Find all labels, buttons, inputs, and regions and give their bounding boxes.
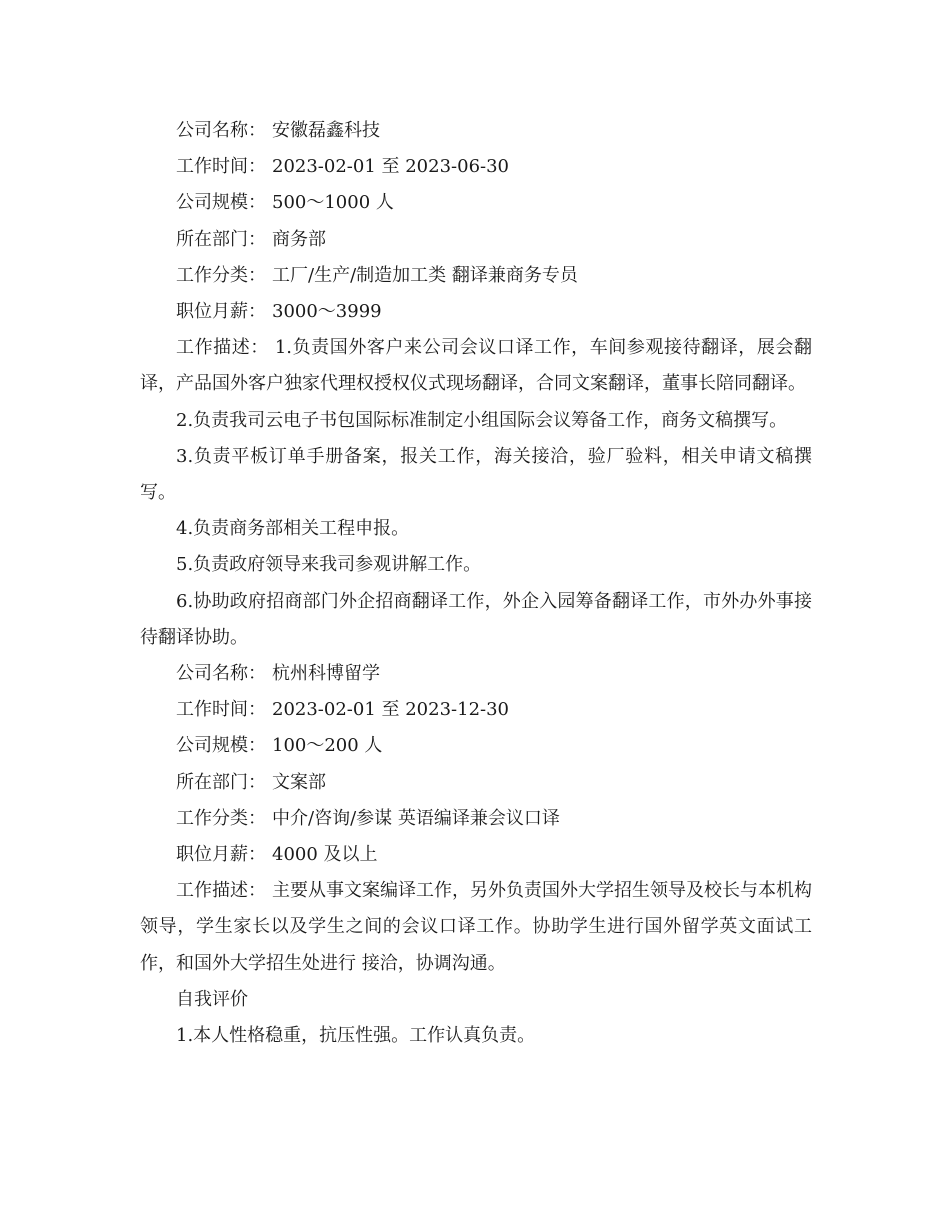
job1-desc-text-1: 1.负责国外客户来公司会议口译工作，车间参观接待翻译，展会翻译，产品国外客户独家代理权授权仪式现场翻译，合同文案翻译，董事长陪同翻译。 (140, 337, 813, 395)
job1-company: 安徽磊鑫科技 (272, 120, 380, 141)
job1-time-row (140, 149, 812, 185)
job1-desc-item-2: 2.负责我司云电子书包国际标准制定小组国际会议筹备工作，商务文稿撰写。 (176, 409, 788, 431)
job2-category-label: 工作分类： (176, 807, 266, 829)
job1-dept-row (140, 222, 812, 258)
job1-category-row (140, 258, 812, 294)
job2-time-label: 工作时间： (176, 699, 266, 721)
job1-desc-item-5: 5.负责政府领导来我司参观讲解工作。 (176, 554, 482, 576)
job2-time-row (140, 692, 812, 728)
job2-scale: 100～200 人 (272, 735, 383, 757)
job1-salary-label: 职位月薪： (176, 301, 266, 323)
job2-category: 中介/咨询/参谋 英语编译兼会议口译 (272, 807, 560, 829)
job2-dept-label: 所在部门： (176, 771, 266, 793)
job2-dept: 文案部 (272, 771, 326, 793)
self-eval-heading: 自我评价 (176, 988, 248, 1010)
job2-company-label: 公司名称： (176, 663, 266, 685)
resume-body (140, 113, 812, 1054)
job2-salary: 4000 及以上 (272, 844, 378, 866)
job2-desc-text: 主要从事文案编译工作，另外负责国外大学招生领导及校长与本机构领导，学生家长以及学生之间的会议口译工作。协助学生进行国外留学英文面试工作，和国外大学招生处进行 接洽，协调沟通。 (140, 880, 812, 974)
job1-dept: 商务部 (272, 228, 326, 250)
job2-scale-row (140, 728, 812, 764)
job1-desc-label: 工作描述： (176, 337, 269, 359)
job1-time-label: 工作时间： (176, 156, 266, 178)
job2-category-row (140, 801, 812, 837)
job2-salary-row (140, 837, 812, 873)
job1-desc-item-4: 4.负责商务部相关工程申报。 (176, 518, 410, 540)
job1-desc-item-1 (140, 330, 812, 402)
job2-company-row (140, 656, 812, 692)
job2-salary-label: 职位月薪： (176, 844, 266, 866)
job1-scale-row (140, 185, 812, 221)
job1-time: 2023-02-01 至 2023-06-30 (272, 156, 510, 178)
job2-desc-label: 工作描述： (176, 880, 266, 902)
job1-salary: 3000～3999 (272, 301, 382, 323)
job1-company-label: 公司名称： (176, 120, 266, 141)
job1-category-label: 工作分类： (176, 264, 266, 286)
self-eval-item-1: 1.本人性格稳重，抗压性强。工作认真负责。 (176, 1025, 536, 1047)
job2-desc (140, 873, 812, 982)
job1-desc-item-3: 3.负责平板订单手册备案，报关工作，海关接洽，验厂验料，相关申请文稿撰写。 (140, 445, 812, 504)
job1-salary-row (140, 294, 812, 330)
job1-dept-label: 所在部门： (176, 228, 266, 250)
job2-time: 2023-02-01 至 2023-12-30 (272, 699, 510, 721)
job2-scale-label: 公司规模： (176, 735, 266, 757)
job2-dept-row (140, 765, 812, 801)
job2-company: 杭州科博留学 (272, 663, 380, 685)
job1-company-row (140, 113, 812, 149)
job1-desc-item-6: 6.协助政府招商部门外企招商翻译工作，外企入园筹备翻译工作，市外办外事接待翻译协助。 (140, 590, 812, 648)
job1-scale: 500～1000 人 (272, 192, 394, 214)
job1-scale-label: 公司规模： (176, 192, 266, 214)
job1-category: 工厂/生产/制造加工类 翻译兼商务专员 (272, 264, 578, 286)
